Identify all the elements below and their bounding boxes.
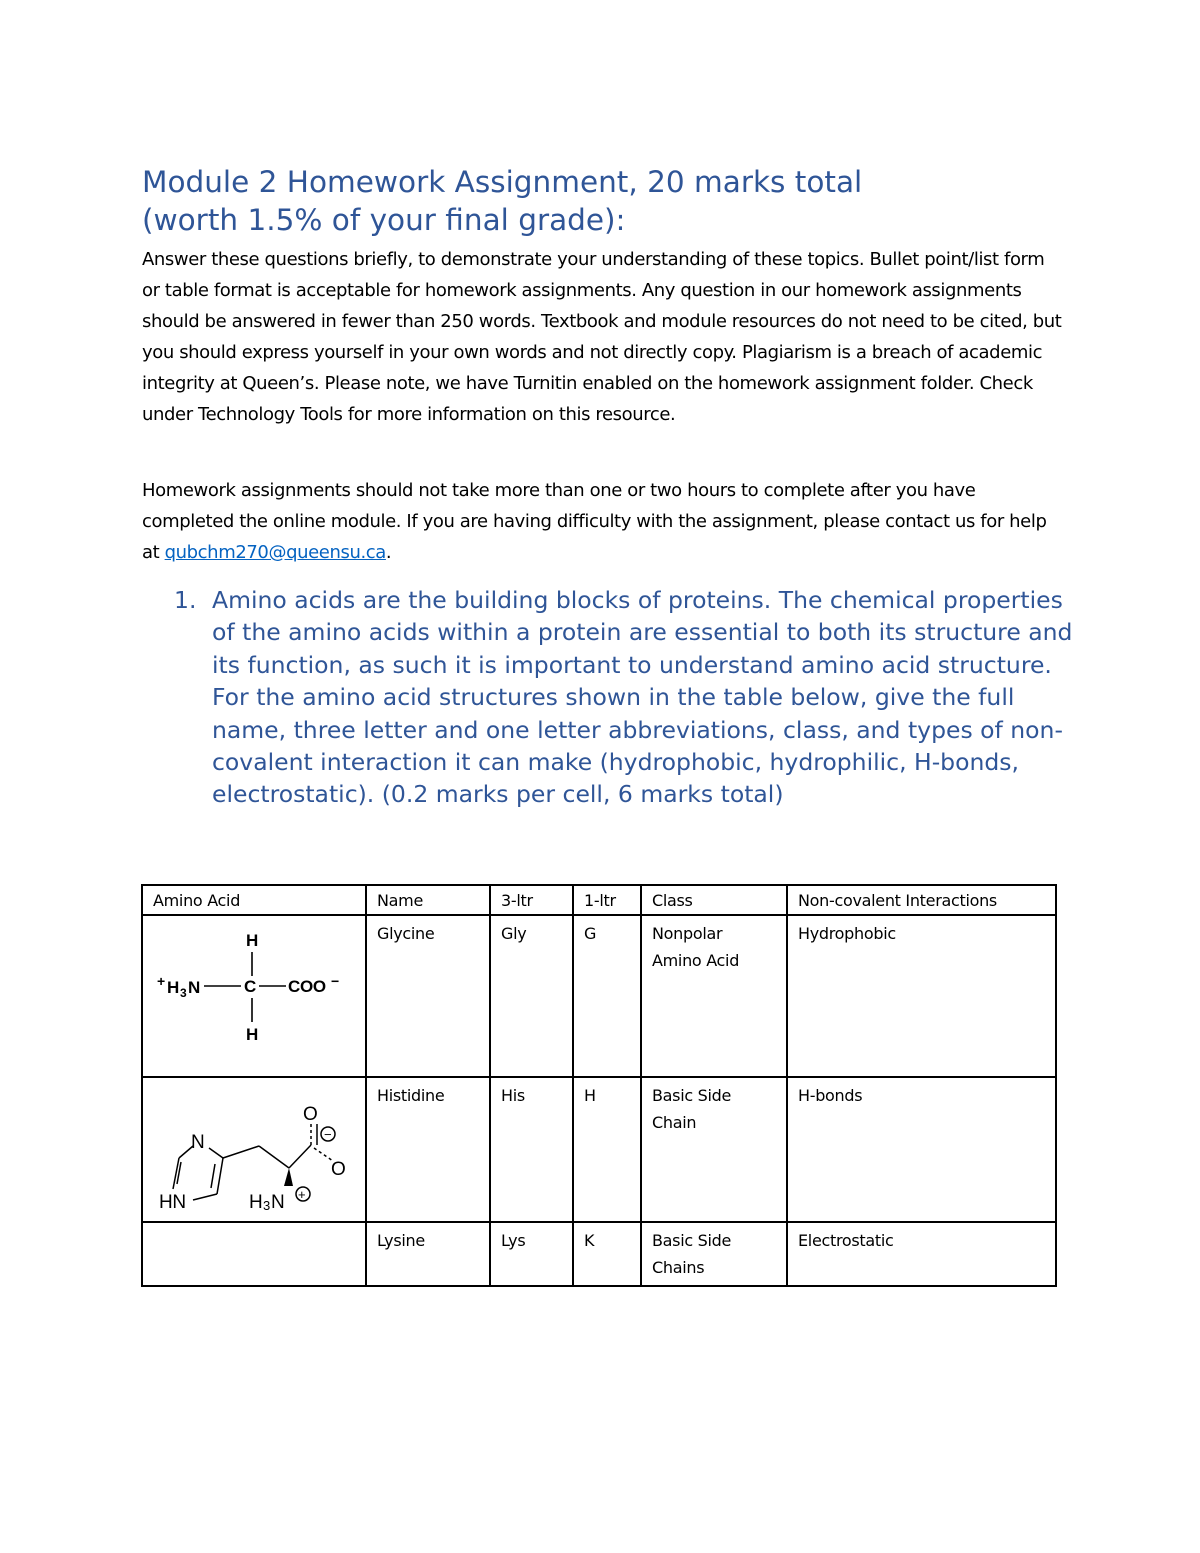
histidine-side-chain-bond-2 [259,1146,289,1168]
glycine-interactions: Hydrophobic [787,915,1056,1077]
title-line-1: Module 2 Homework Assignment, 20 marks total [142,165,863,199]
histidine-structure-cell [142,1077,366,1222]
glycine-bottom-hydrogen: H [246,1025,258,1044]
histidine-amine-h: H [249,1192,263,1213]
lysine-3-letter: Lys [490,1222,573,1286]
lysine-name: Lysine [366,1222,490,1286]
histidine-amine-n: N [271,1192,285,1213]
glycine-amine-charge: + [157,973,165,989]
lysine-structure-cell [142,1222,366,1286]
histidine-class [641,1077,787,1222]
title-line-2: (worth 1.5% of your final grade): [142,203,626,237]
histidine-class-line-2: Chain [652,1113,697,1132]
page-title [142,163,1082,239]
instructions-paragraph: Answer these questions briefly, to demonstrate your understanding of these topics. Bullet point/list form or table format is acceptable for homework assignments. Any question in our homework assignments should be answered in fewer than 250 words. Textbook and module resources do not need to be cited, but you should express yourself in your own words and not directly copy. Plagiarism is a breach of academic integrity at Queen’s. Please note, we have Turnitin enabled on the homework assignment folder. Check under Technology Tools for more information on this resource. [142,249,1062,425]
lysine-interactions: Electrostatic [787,1222,1056,1286]
histidine-ring-hn: HN [159,1192,186,1213]
glycine-3-letter: Gly [490,915,573,1077]
histidine-name: Histidine [366,1077,490,1222]
glycine-top-hydrogen: H [246,931,258,950]
histidine-1-letter: H [573,1077,641,1222]
lysine-class-line-1: Basic Side [652,1231,732,1250]
histidine-class-line-1: Basic Side [652,1086,732,1105]
help-text-end: . [385,542,392,563]
question-text: Amino acids are the building blocks of proteins. The chemical properties of the amino acids within a protein are essential to both its structure and its function, as such it is important to understand amino acid structure. For the amino acid structures shown in the table below, give the full name, three letter and one letter abbreviations, class, and types of non-covalent interaction it can make (hydrophobic, hydrophilic, H-bonds, electrostatic). (0.2 marks per cell, 6 marks total) [212,586,1073,809]
histidine-ring-double-bond [211,1164,215,1188]
lysine-class [641,1222,787,1286]
header-amino-acid: Amino Acid [142,885,366,915]
histidine-side-chain-bond-1 [223,1146,259,1158]
table-row [142,1222,1056,1286]
header-interactions: Non-covalent Interactions [787,885,1056,915]
glycine-amine-subscript: 3 [180,986,187,1000]
lysine-class-line-2: Chains [652,1258,705,1277]
glycine-amine-n: N [188,978,200,997]
glycine-structure-cell [142,915,366,1077]
amino-acid-table [141,884,1057,1287]
help-text: Homework assignments should not take more than one or two hours to complete after you have completed the online module. If you are having difficulty with the assignment, please contact us for help at [142,480,1047,563]
histidine-ring-bond-3 [217,1158,223,1194]
histidine-carboxyl-bond [289,1145,311,1168]
histidine-wedge-bond [284,1168,293,1186]
question-number: 1. [174,586,197,614]
glycine-structure [143,916,365,1076]
histidine-carbonyl-o: O [303,1104,318,1125]
histidine-carboxyl-o: O [331,1159,346,1180]
glycine-alpha-carbon: C [244,977,256,996]
glycine-class-line-2: Amino Acid [652,951,740,970]
histidine-ring-bond-5 [173,1158,179,1189]
header-3-letter: 3-ltr [490,885,573,915]
header-1-letter: 1-ltr [573,885,641,915]
header-name: Name [366,885,490,915]
table-row [142,1077,1056,1222]
lysine-1-letter: K [573,1222,641,1286]
glycine-carboxylate-charge: − [331,973,339,989]
email-link[interactable]: qubchm270@queensu.ca [164,542,386,563]
glycine-class-line-1: Nonpolar [652,924,723,943]
histidine-minus-sign: − [324,1127,332,1142]
header-class: Class [641,885,787,915]
table-row [142,915,1056,1077]
histidine-ring-bond-4 [193,1194,217,1200]
table-header-row [142,885,1056,915]
glycine-carboxylate: COO [288,977,326,996]
histidine-structure [143,1078,365,1221]
glycine-class [641,915,787,1077]
histidine-ring-n: N [191,1132,205,1153]
help-paragraph [142,475,1062,568]
histidine-amine-subscript: 3 [263,1198,270,1213]
glycine-name: Glycine [366,915,490,1077]
histidine-3-letter: His [490,1077,573,1222]
histidine-plus-sign: + [298,1187,306,1202]
question-1 [174,584,1074,811]
glycine-1-letter: G [573,915,641,1077]
histidine-ring-bond-2 [209,1148,223,1158]
glycine-amine-h: H [167,978,179,997]
histidine-interactions: H-bonds [787,1077,1056,1222]
